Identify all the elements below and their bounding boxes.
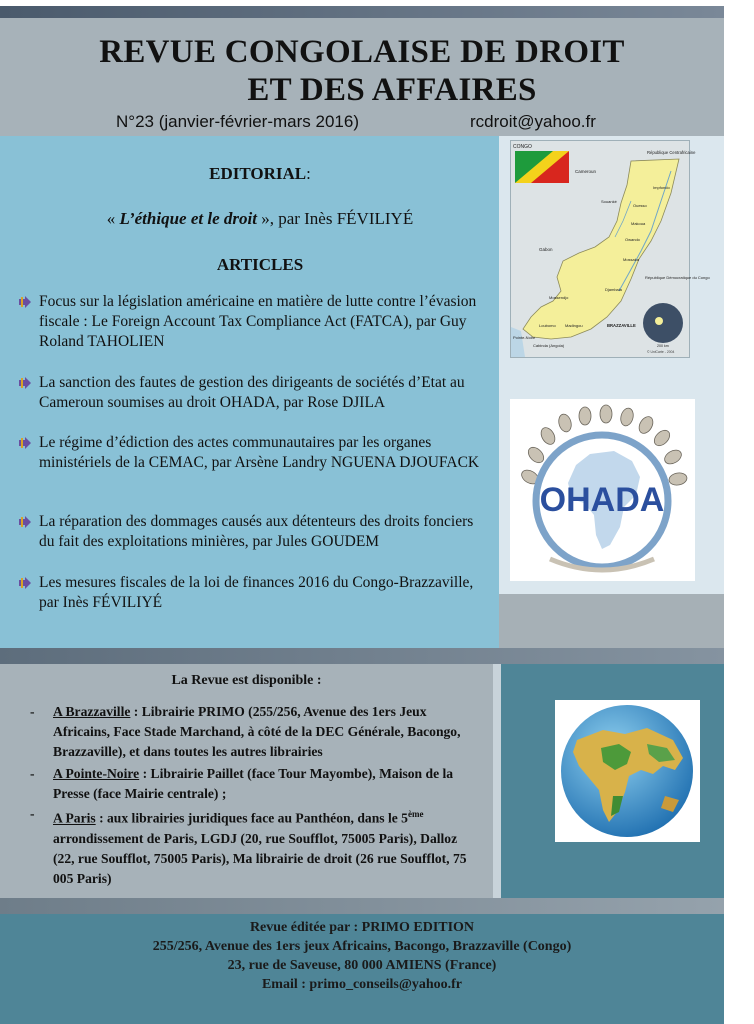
arrow-bullet-icon <box>18 295 32 309</box>
city-link-pointe-noire: A Pointe-Noire <box>53 766 140 781</box>
svg-text:Owando: Owando <box>625 237 640 242</box>
locator-globe-icon <box>643 303 683 343</box>
article-item: La sanction des fautes de gestion des dirigeants de sociétés d’Etat au Cameroun soumises au droit OHADA, par Rose DJILA <box>18 373 486 413</box>
svg-text:Mossaka: Mossaka <box>623 257 640 262</box>
svg-text:Djambala: Djambala <box>605 287 622 292</box>
svg-text:République Centrafricaine: République Centrafricaine <box>647 150 696 155</box>
article-item: Le régime d’édiction des actes communautaires par les organes ministériels de la CEMAC, par Arsène Landry NGUENA DJOUFACK <box>18 433 486 473</box>
article-item: Focus sur la législation américaine en matière de lutte contre l’évasion fiscale : Le Foreign Account Tax Compliance Act (FATCA), par Guy Roland TAHOLIEN <box>18 292 486 352</box>
editorial-byline: , par Inès FÉVILIYÉ <box>269 209 414 228</box>
congo-map <box>510 140 710 358</box>
city-link-paris: A Paris <box>53 810 96 826</box>
journal-title-line2: ET DES AFFAIRES <box>247 72 537 108</box>
availability-top-strip <box>0 648 724 664</box>
publisher-address-france: 23, rue de Saveuse, 80 000 AMIENS (France) <box>227 958 497 973</box>
svg-text:© UniCarte - 2004: © UniCarte - 2004 <box>647 350 675 354</box>
arrow-bullet-icon <box>18 436 32 450</box>
issue-number: N°23 (janvier-février-mars 2016) <box>116 112 359 131</box>
header-top-strip <box>0 6 724 18</box>
publisher-line: Revue éditée par : PRIMO EDITION <box>249 920 475 935</box>
svg-text:Gabon: Gabon <box>539 247 553 252</box>
svg-text:200 km: 200 km <box>657 344 669 348</box>
editorial-title: L’éthique et le droit <box>119 209 257 228</box>
svg-text:Madingou: Madingou <box>565 323 583 328</box>
svg-text:Impfondo: Impfondo <box>653 185 670 190</box>
arrow-bullet-icon <box>18 576 32 590</box>
publisher-address-congo: 255/256, Avenue des 1ers jeux Africains, Bacongo, Brazzaville (Congo) <box>152 939 572 954</box>
map-country-label: CONGO <box>513 144 532 150</box>
congo-map-graphic <box>511 141 710 357</box>
article-item: La réparation des dommages causés aux détenteurs des droits fonciers du fait des exploitations minières, par Jules GOUDEM <box>18 512 486 552</box>
svg-text:Pointe-Noire: Pointe-Noire <box>513 335 536 340</box>
ohada-emblem-icon <box>510 399 695 581</box>
svg-text:Mossendjo: Mossendjo <box>549 295 569 300</box>
editorial-heading: EDITORIAL: <box>209 164 311 183</box>
ohada-logo-text: OHADA <box>539 481 665 519</box>
svg-text:Ouesso: Ouesso <box>633 203 647 208</box>
svg-text:République Démocratique du Con: République Démocratique du Congo <box>645 275 710 280</box>
svg-text:Cameroun: Cameroun <box>575 169 597 174</box>
svg-text:Loubomo: Loubomo <box>539 323 556 328</box>
images-panel-footer <box>499 594 724 648</box>
arrow-bullet-icon <box>18 515 32 529</box>
svg-text:Souanké: Souanké <box>601 199 617 204</box>
article-item: Les mesures fiscales de la loi de finances 2016 du Congo-Brazzaville, par Inès FÉVILIYÉ <box>18 573 486 613</box>
contact-email[interactable]: rcdroit@yahoo.fr <box>470 112 596 131</box>
availability-item: - A Pointe-Noire : Librairie Paillet (face Tour Mayombe), Maison de la Presse (face Mairie centrale) ; <box>30 766 454 801</box>
congo-flag-icon <box>515 151 569 183</box>
svg-text:BRAZZAVILLE: BRAZZAVILLE <box>607 323 636 328</box>
city-link-brazzaville: A Brazzaville <box>53 704 131 719</box>
availability-item: - A Paris : aux librairies juridiques face au Panthéon, dans le 5ème arrondissement de Paris, LGDJ (20, rue Soufflot, 75005 Paris), Dalloz (22, rue Soufflot, 75005 Paris), Ma librairie de droit (26 rue Soufflot, 75 005 Paris) <box>30 806 467 886</box>
svg-text:Cabinda (Angola): Cabinda (Angola) <box>533 343 565 348</box>
svg-text:Makoua: Makoua <box>631 221 646 226</box>
editorial-entry: « L’éthique et le droit », par Inès FÉVILIYÉ <box>106 209 414 228</box>
journal-title-line1: REVUE CONGOLAISE DE DROIT <box>99 34 625 70</box>
footer-top-strip <box>0 898 724 914</box>
availability-item: - A Brazzaville : Librairie PRIMO (255/256, Avenue des 1ers Jeux Africains, Face Stade Marchand, à côté de la DEC Générale, Bacongo, Brazzaville), et dans toutes les autres librairies <box>30 704 461 759</box>
ohada-logo <box>510 399 695 581</box>
world-globe-image <box>555 700 700 842</box>
articles-heading: ARTICLES <box>216 255 304 274</box>
publisher-email[interactable]: Email : primo_conseils@yahoo.fr <box>261 977 463 992</box>
arrow-bullet-icon <box>18 376 32 390</box>
availability-divider <box>493 664 501 898</box>
globe-icon <box>555 700 700 842</box>
availability-heading: La Revue est disponible : <box>171 673 322 688</box>
